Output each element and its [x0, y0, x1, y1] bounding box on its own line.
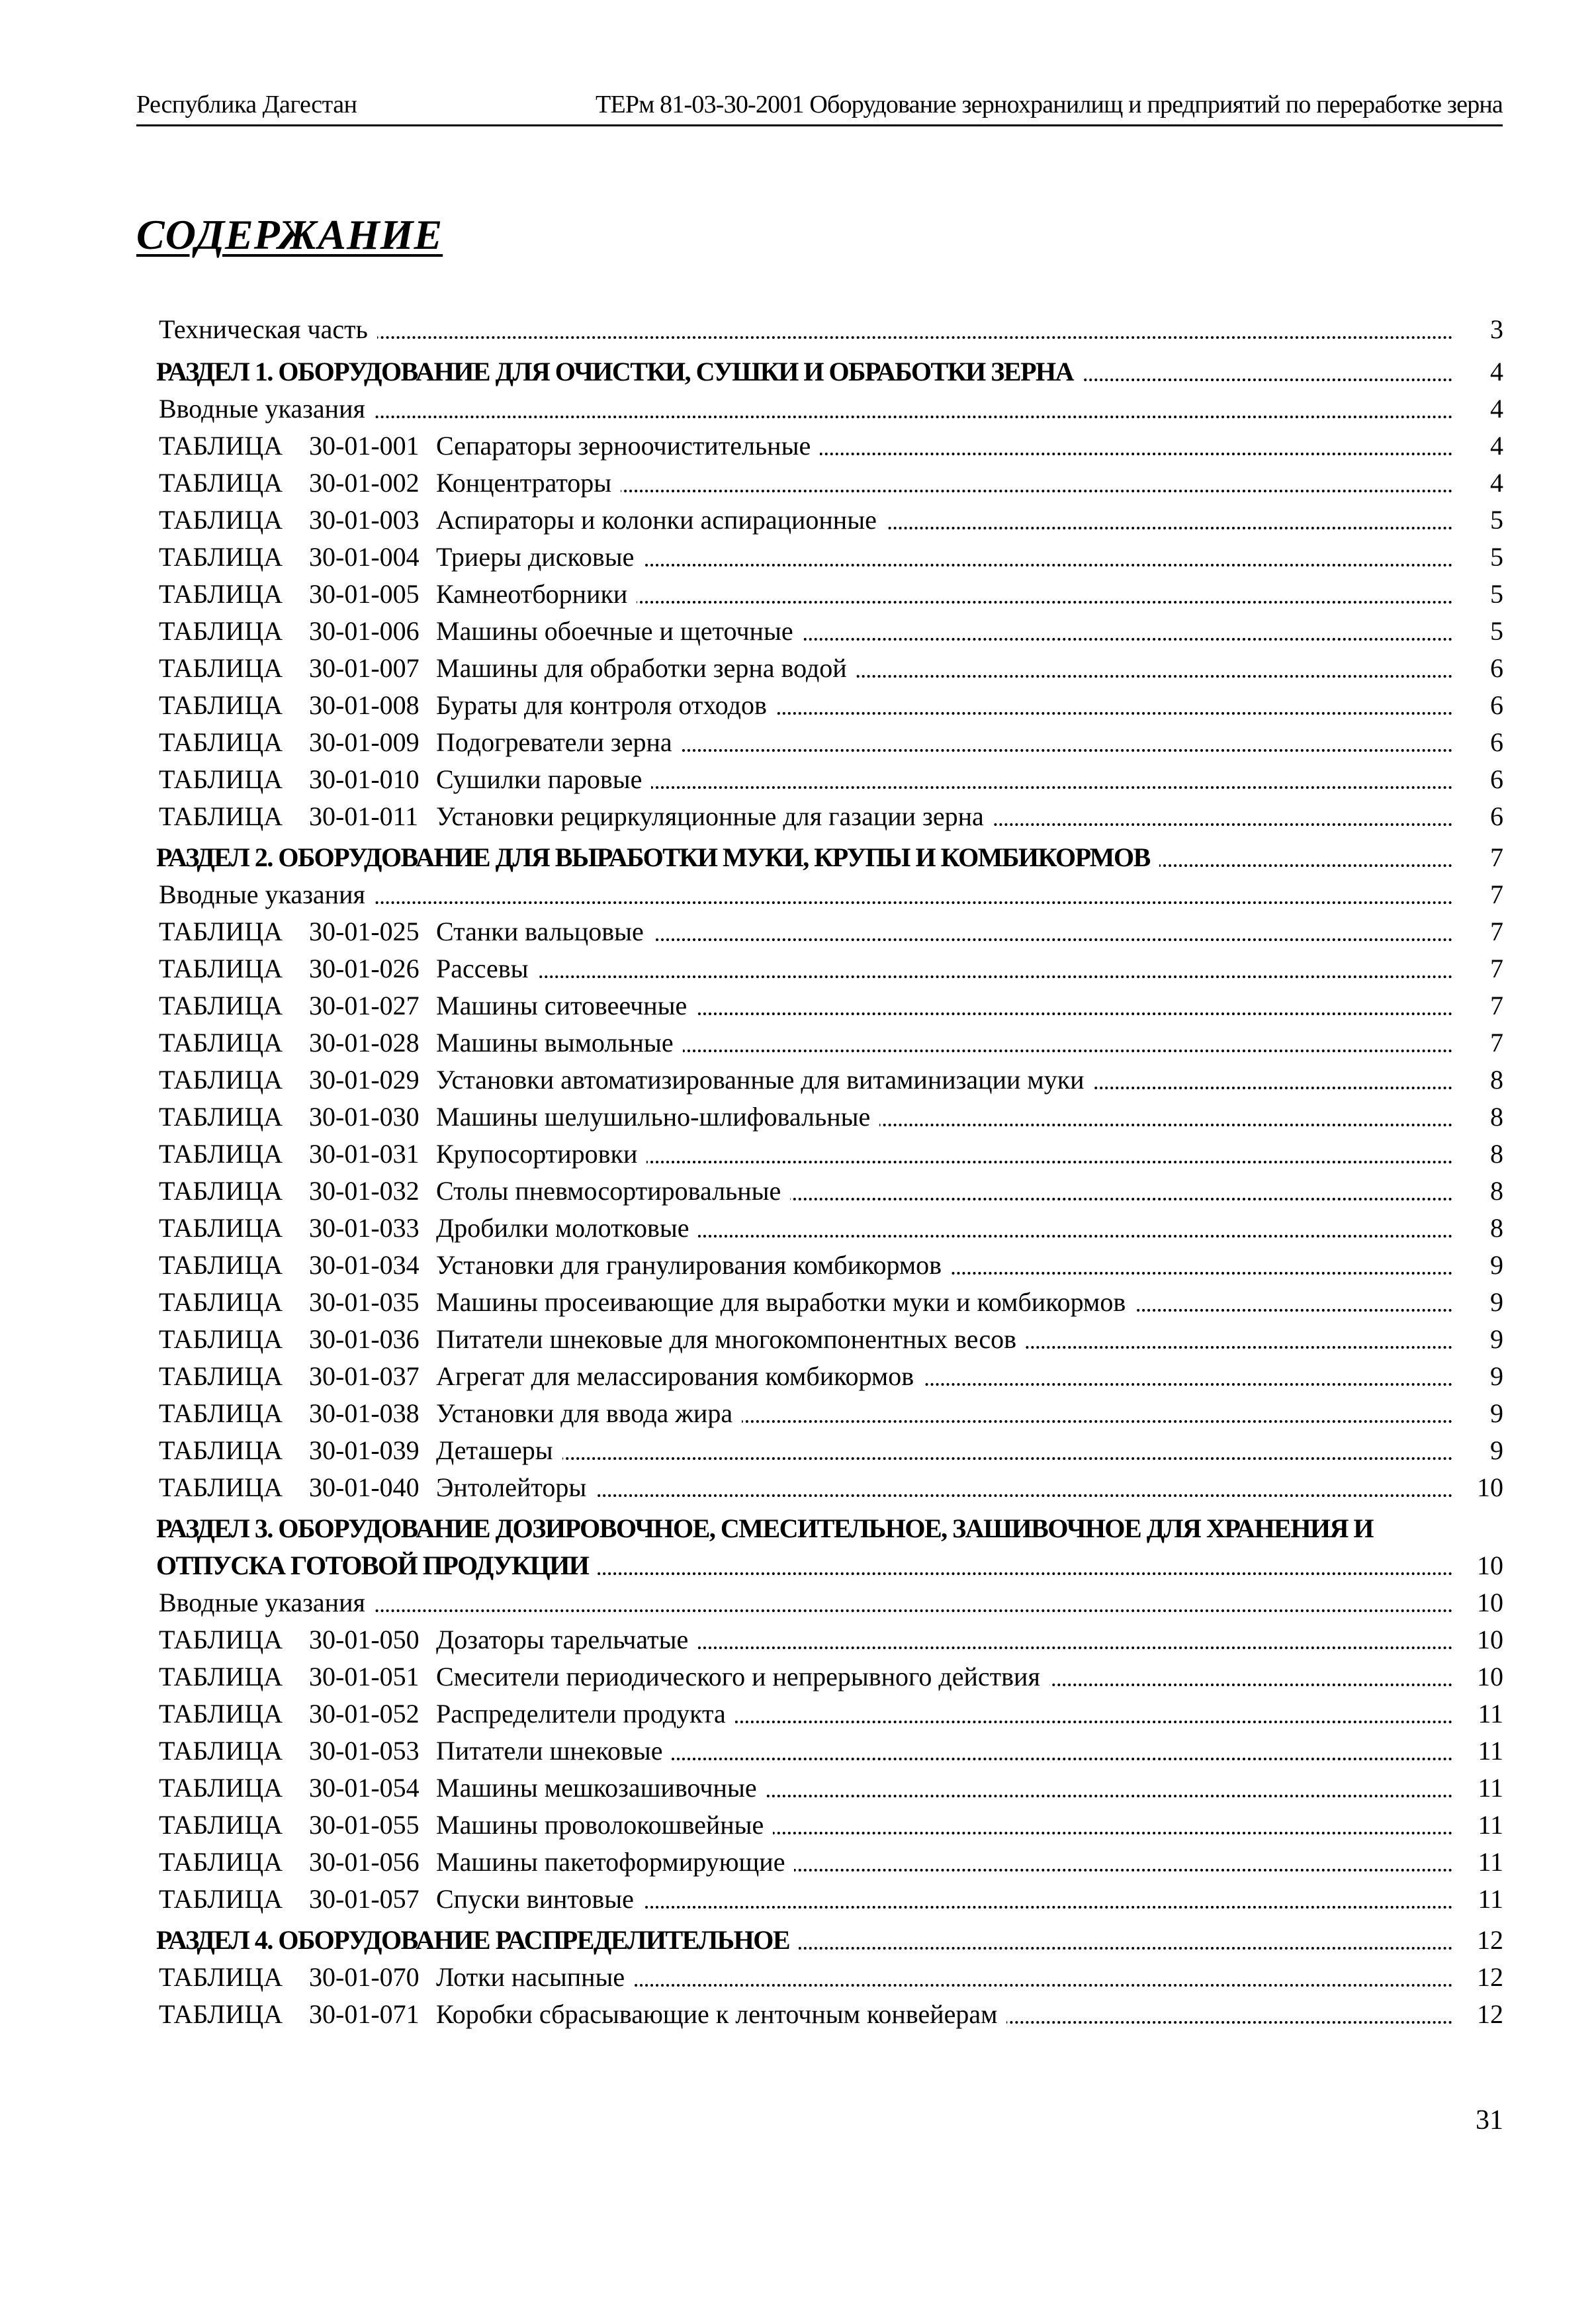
section-heading-4[interactable] [156, 1922, 1503, 1959]
toc-entry-page: 8 [1457, 1210, 1503, 1247]
table-label: ТАБЛИЦА [159, 1625, 283, 1654]
table-name: Машины пакетоформирующие [436, 1847, 785, 1877]
table-label: ТАБЛИЦА [159, 1139, 283, 1169]
table-code: 30-01-056 [309, 1847, 420, 1877]
toc-entry-page: 5 [1457, 502, 1503, 539]
table-code: 30-01-054 [309, 1773, 420, 1803]
table-code: 30-01-033 [309, 1213, 420, 1243]
table-code: 30-01-009 [309, 727, 420, 757]
table-name: Машины для обработки зерна водой [436, 653, 847, 683]
table-name: Питатели шнековые [436, 1736, 663, 1766]
table-name: Деташеры [436, 1435, 553, 1465]
toc-entry-label [159, 1881, 643, 1918]
table-code: 30-01-070 [309, 1962, 420, 1992]
table-name: Камнеотборники [436, 579, 628, 609]
toc-entry-page: 12 [1457, 1922, 1503, 1959]
toc-entry-technical-part[interactable] [159, 311, 1503, 348]
toc-entry-page: 8 [1457, 1173, 1503, 1210]
toc-entry-page: 9 [1457, 1432, 1503, 1469]
toc-entry-table[interactable] [159, 502, 1503, 539]
table-code: 30-01-038 [309, 1398, 420, 1428]
table-name: Машины мешкозашивочные [436, 1773, 757, 1803]
table-label: ТАБЛИЦА [159, 1962, 283, 1992]
toc-entry-label [159, 761, 651, 798]
toc-entry-table[interactable] [159, 1395, 1503, 1432]
toc-entry-page: 11 [1457, 1844, 1503, 1881]
table-name: Машины вымольные [436, 1028, 674, 1058]
table-name: Установки рециркуляционные для газации зерна [436, 801, 984, 831]
toc-entry-page: 9 [1457, 1358, 1503, 1395]
table-code: 30-01-029 [309, 1065, 420, 1095]
table-label: ТАБЛИЦА [159, 1773, 283, 1803]
table-name: Станки вальцовые [436, 917, 644, 946]
toc-entry-label [159, 1099, 879, 1136]
toc-entry-page: 10 [1457, 1621, 1503, 1658]
table-name: Распределители продукта [436, 1699, 726, 1729]
table-label: ТАБЛИЦА [159, 1287, 283, 1317]
toc-entry-page: 6 [1457, 650, 1503, 687]
table-code: 30-01-057 [309, 1884, 420, 1914]
table-name: Сушилки паровые [436, 764, 643, 794]
toc-entry-page: 10 [1457, 1469, 1503, 1506]
toc-entry-table[interactable] [159, 1321, 1503, 1358]
table-code: 30-01-004 [309, 542, 420, 572]
toc-entry-label: РАЗДЕЛ 4. ОБОРУДОВАНИЕ РАСПРЕДЕЛИТЕЛЬНОЕ [156, 1922, 799, 1959]
toc-entry-page: 4 [1457, 353, 1503, 390]
table-name: Агрегат для мелассирования комбикормов [436, 1361, 914, 1391]
toc-entry-label [159, 1469, 596, 1506]
toc-entry-label [159, 1024, 683, 1061]
table-code: 30-01-035 [309, 1287, 420, 1317]
toc-entry-label: РАЗДЕЛ 1. ОБОРУДОВАНИЕ ДЛЯ ОЧИСТКИ, СУШКИ И ОБРАБОТКИ ЗЕРНА [156, 353, 1083, 390]
toc-entry-label [159, 1136, 646, 1173]
table-code: 30-01-002 [309, 468, 420, 498]
toc-entry-page: 9 [1457, 1284, 1503, 1321]
toc-entry-label [159, 1358, 923, 1395]
toc-entry-table[interactable] [159, 1061, 1503, 1099]
table-name: Машины обоечные и щеточные [436, 616, 793, 646]
toc-entry-table[interactable] [159, 576, 1503, 613]
section-heading-1[interactable] [156, 353, 1503, 390]
table-code: 30-01-008 [309, 690, 420, 720]
table-label: ТАБЛИЦА [159, 1884, 283, 1914]
toc-entry-table[interactable] [159, 1807, 1503, 1844]
toc-entry-page: 10 [1457, 1658, 1503, 1695]
toc-entry-intro[interactable] [159, 1584, 1503, 1621]
section-title-line1: РАЗДЕЛ 3. ОБОРУДОВАНИЕ ДОЗИРОВОЧНОЕ, СМЕСИТЕЛЬНОЕ, ЗАШИВОЧНОЕ ДЛЯ ХРАНЕНИЯ И [156, 1513, 1374, 1543]
table-name: Сепараторы зерноочистительные [436, 431, 811, 461]
table-name: Дозаторы тарельчатые [436, 1625, 689, 1654]
table-name: Машины проволокошвейные [436, 1810, 764, 1840]
table-name: Дробилки молотковые [436, 1213, 689, 1243]
table-code: 30-01-005 [309, 579, 420, 609]
table-name: Триеры дисковые [436, 542, 635, 572]
toc-entry-page: 3 [1457, 311, 1503, 348]
toc-entry-page: 9 [1457, 1395, 1503, 1432]
table-name: Питатели шнековые для многокомпонентных весов [436, 1324, 1017, 1354]
toc-entry-page: 11 [1457, 1695, 1503, 1733]
table-code: 30-01-034 [309, 1250, 420, 1280]
toc-entry-table[interactable] [159, 1210, 1503, 1247]
toc-entry-table[interactable] [159, 613, 1503, 650]
toc-entry-page: 8 [1457, 1061, 1503, 1099]
toc-entry-page: 7 [1457, 913, 1503, 950]
table-code: 30-01-071 [309, 1999, 420, 2029]
table-label: ТАБЛИЦА [159, 1176, 283, 1206]
toc-entry-table[interactable] [159, 761, 1503, 798]
toc-entry-table[interactable] [159, 1996, 1503, 2033]
table-code: 30-01-032 [309, 1176, 420, 1206]
toc-entry-page: 11 [1457, 1881, 1503, 1918]
table-label: ТАБЛИЦА [159, 954, 283, 983]
toc-entry-label [159, 1621, 697, 1658]
toc-entry-table[interactable] [159, 798, 1503, 835]
toc-entry-page: 6 [1457, 761, 1503, 798]
table-name: Энтолейторы [436, 1472, 587, 1502]
toc-entry-page: 7 [1457, 1024, 1503, 1061]
table-name: Машины ситовеечные [436, 991, 687, 1020]
toc-entry-label [159, 1658, 1049, 1695]
table-name: Лотки насыпные [436, 1962, 625, 1992]
table-label: ТАБЛИЦА [159, 1662, 283, 1691]
toc-entry-label: Вводные указания [159, 876, 375, 913]
toc-entry-label [159, 539, 643, 576]
table-code: 30-01-052 [309, 1699, 420, 1729]
toc-entry-page: 5 [1457, 576, 1503, 613]
table-code: 30-01-006 [309, 616, 420, 646]
toc-entry-page: 12 [1457, 1996, 1503, 2033]
table-code: 30-01-027 [309, 991, 420, 1020]
toc-entry-table[interactable] [159, 465, 1503, 502]
table-name: Крупосортировки [436, 1139, 638, 1169]
table-code: 30-01-011 [309, 801, 419, 831]
toc-entry-label [159, 1733, 672, 1770]
table-of-contents [156, 311, 1503, 2033]
toc-entry-table[interactable] [159, 913, 1503, 950]
toc-entry-label [159, 1844, 794, 1881]
toc-entry-label [159, 1695, 735, 1733]
table-label: ТАБЛИЦА [159, 1361, 283, 1391]
table-code: 30-01-051 [309, 1662, 420, 1691]
toc-entry-label [159, 1996, 1006, 2033]
toc-entry-label [159, 1395, 742, 1432]
table-label: ТАБЛИЦА [159, 468, 283, 498]
toc-entry-label [159, 1173, 790, 1210]
table-label: ТАБЛИЦА [159, 616, 283, 646]
table-name: Машины просеивающие для выработки муки и комбикормов [436, 1287, 1126, 1317]
toc-entry-page: 7 [1457, 987, 1503, 1024]
table-code: 30-01-037 [309, 1361, 420, 1391]
table-label: ТАБЛИЦА [159, 991, 283, 1020]
toc-entry-intro[interactable] [159, 390, 1503, 428]
table-label: ТАБЛИЦА [159, 1213, 283, 1243]
table-code: 30-01-028 [309, 1028, 420, 1058]
table-label: ТАБЛИЦА [159, 1065, 283, 1095]
toc-entry-table[interactable] [159, 1621, 1503, 1658]
toc-entry-label [159, 950, 538, 987]
toc-entry-label [159, 1321, 1026, 1358]
toc-entry-label [159, 1807, 773, 1844]
toc-entry-table[interactable] [159, 1358, 1503, 1395]
table-name: Установки для гранулирования комбикормов [436, 1250, 942, 1280]
table-code: 30-01-036 [309, 1324, 420, 1354]
toc-entry-page: 6 [1457, 724, 1503, 761]
toc-entry-table[interactable] [159, 1173, 1503, 1210]
toc-entry-label [159, 724, 682, 761]
table-name: Спуски винтовые [436, 1884, 634, 1914]
toc-entry-page: 10 [1457, 1584, 1503, 1621]
toc-entry-table[interactable] [159, 1136, 1503, 1173]
toc-entry-table[interactable] [159, 1770, 1503, 1807]
toc-entry-page: 5 [1457, 613, 1503, 650]
toc-entry-table[interactable] [159, 1099, 1503, 1136]
toc-entry-label [159, 798, 993, 835]
toc-entry-label [159, 1210, 698, 1247]
table-label: ТАБЛИЦА [159, 1810, 283, 1840]
table-label: ТАБЛИЦА [159, 1472, 283, 1502]
table-code: 30-01-007 [309, 653, 420, 683]
section-heading-3[interactable] [156, 1510, 1503, 1584]
table-code: 30-01-050 [309, 1625, 420, 1654]
toc-entry-table[interactable] [159, 1469, 1503, 1506]
toc-entry-table[interactable] [159, 1844, 1503, 1881]
toc-entry-table[interactable] [159, 1247, 1503, 1284]
table-name: Концентраторы [436, 468, 612, 498]
table-label: ТАБЛИЦА [159, 1699, 283, 1729]
table-code: 30-01-025 [309, 917, 420, 946]
toc-entry-label: Вводные указания [159, 1584, 375, 1621]
toc-entry-page: 9 [1457, 1321, 1503, 1358]
toc-entry-table[interactable] [159, 987, 1503, 1024]
table-label: ТАБЛИЦА [159, 579, 283, 609]
table-code: 30-01-001 [309, 431, 420, 461]
toc-entry-table[interactable] [159, 1658, 1503, 1695]
toc-entry-label [159, 1247, 951, 1284]
toc-entry-label [159, 613, 803, 650]
toc-entry-label [159, 1432, 562, 1469]
table-code: 30-01-010 [309, 764, 420, 794]
table-label: ТАБЛИЦА [159, 542, 283, 572]
toc-entry-label [159, 502, 886, 539]
toc-entry-table[interactable] [159, 724, 1503, 761]
table-label: ТАБЛИЦА [159, 505, 283, 535]
toc-entry-table[interactable] [159, 1284, 1503, 1321]
toc-entry-page: 7 [1457, 876, 1503, 913]
toc-entry-page: 7 [1457, 839, 1503, 876]
table-label: ТАБЛИЦА [159, 1102, 283, 1132]
toc-entry-page: 9 [1457, 1247, 1503, 1284]
table-label: ТАБЛИЦА [159, 801, 283, 831]
toc-entry-page: 7 [1457, 950, 1503, 987]
table-label: ТАБЛИЦА [159, 1324, 283, 1354]
section-heading-2[interactable] [156, 839, 1503, 876]
toc-entry-label [159, 1770, 766, 1807]
table-code: 30-01-055 [309, 1810, 420, 1840]
table-name: Подогреватели зерна [436, 727, 672, 757]
table-label: ТАБЛИЦА [159, 764, 283, 794]
toc-entry-page: 5 [1457, 539, 1503, 576]
table-name: Установки для ввода жира [436, 1398, 733, 1428]
toc-entry-table[interactable] [159, 1733, 1503, 1770]
table-label: ТАБЛИЦА [159, 1398, 283, 1428]
toc-entry-page: 12 [1457, 1959, 1503, 1996]
contents-title: СОДЕРЖАНИЕ [136, 211, 443, 258]
page-number: 31 [1476, 2105, 1503, 2136]
toc-entry-page: 8 [1457, 1136, 1503, 1173]
toc-entry-label [159, 465, 621, 502]
toc-entry-page: 4 [1457, 428, 1503, 465]
header-region: Республика Дагестан [136, 91, 357, 118]
table-label: ТАБЛИЦА [159, 1736, 283, 1766]
table-name: Столы пневмосортировальные [436, 1176, 781, 1206]
toc-entry-page: 11 [1457, 1807, 1503, 1844]
table-label: ТАБЛИЦА [159, 431, 283, 461]
toc-entry-table[interactable] [159, 1024, 1503, 1061]
toc-entry-table[interactable] [159, 539, 1503, 576]
table-label: ТАБЛИЦА [159, 1999, 283, 2029]
running-header [136, 85, 1503, 126]
toc-entry-page: 6 [1457, 687, 1503, 724]
table-label: ТАБЛИЦА [159, 727, 283, 757]
table-label: ТАБЛИЦА [159, 1847, 283, 1877]
table-name: Рассевы [436, 954, 529, 983]
table-label: ТАБЛИЦА [159, 1028, 283, 1058]
table-code: 30-01-031 [309, 1139, 420, 1169]
table-label: ТАБЛИЦА [159, 917, 283, 946]
table-label: ТАБЛИЦА [159, 1250, 283, 1280]
table-name: Бураты для контроля отходов [436, 690, 767, 720]
toc-entry-label [159, 576, 637, 613]
table-name: Аспираторы и колонки аспирационные [436, 505, 877, 535]
table-label: ТАБЛИЦА [159, 1435, 283, 1465]
toc-entry-table[interactable] [159, 687, 1503, 724]
toc-entry-table[interactable] [159, 650, 1503, 687]
table-name: Машины шелушильно-шлифовальные [436, 1102, 871, 1132]
toc-entry-table[interactable] [159, 1695, 1503, 1733]
toc-entry-table[interactable] [159, 1432, 1503, 1469]
section-title-line2-row [156, 1547, 1503, 1584]
toc-entry-intro[interactable] [159, 876, 1503, 913]
table-code: 30-01-040 [309, 1472, 420, 1502]
toc-entry-label [159, 1284, 1135, 1321]
section-title-line2: ОТПУСКА ГОТОВОЙ ПРОДУКЦИИ [156, 1547, 598, 1584]
toc-entry-table[interactable] [159, 1959, 1503, 1996]
table-code: 30-01-039 [309, 1435, 420, 1465]
table-name: Установки автоматизированные для витаминизации муки [436, 1065, 1085, 1095]
table-label: ТАБЛИЦА [159, 690, 283, 720]
toc-entry-label [159, 428, 820, 465]
toc-entry-label [159, 1061, 1094, 1099]
table-code: 30-01-030 [309, 1102, 420, 1132]
table-code: 30-01-053 [309, 1736, 420, 1766]
toc-entry-table[interactable] [159, 950, 1503, 987]
toc-entry-page: 6 [1457, 798, 1503, 835]
toc-entry-label [159, 650, 856, 687]
table-name: Коробки сбрасывающие к ленточным конвейерам [436, 1999, 998, 2029]
table-code: 30-01-003 [309, 505, 420, 535]
toc-entry-page: 8 [1457, 1099, 1503, 1136]
toc-entry-label [159, 913, 653, 950]
toc-entry-page: 11 [1457, 1770, 1503, 1807]
table-code: 30-01-026 [309, 954, 420, 983]
toc-entry-table[interactable] [159, 428, 1503, 465]
toc-entry-label [159, 987, 696, 1024]
table-name: Смесители периодического и непрерывного действия [436, 1662, 1040, 1691]
toc-entry-page: 4 [1457, 465, 1503, 502]
toc-entry-page: 4 [1457, 390, 1503, 428]
toc-entry-label [159, 687, 776, 724]
toc-entry-table[interactable] [159, 1881, 1503, 1918]
table-label: ТАБЛИЦА [159, 653, 283, 683]
toc-entry-page: 10 [1457, 1547, 1503, 1584]
header-document-title: ТЕРм 81-03-30-2001 Оборудование зернохранилищ и предприятий по переработке зерна [596, 91, 1503, 118]
toc-entry-label: Техническая часть [159, 311, 377, 348]
toc-entry-label [159, 1959, 634, 1996]
toc-entry-page: 11 [1457, 1733, 1503, 1770]
toc-entry-label: Вводные указания [159, 390, 375, 428]
toc-entry-label: РАЗДЕЛ 2. ОБОРУДОВАНИЕ ДЛЯ ВЫРАБОТКИ МУКИ, КРУПЫ И КОМБИКОРМОВ [156, 839, 1159, 876]
